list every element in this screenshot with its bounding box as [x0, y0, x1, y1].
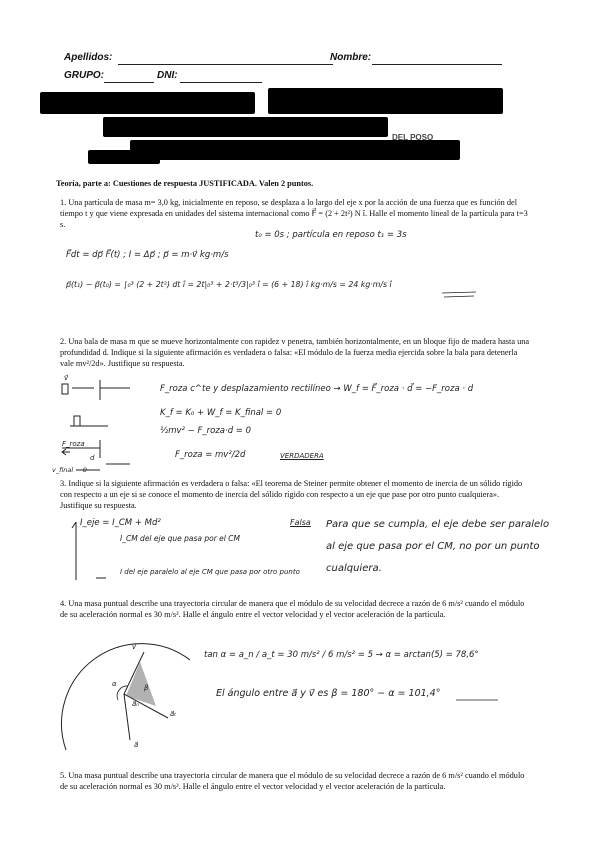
answer-verdict: Falsa: [290, 518, 311, 527]
question-body: Una masa puntual describe una trayectoria circular de manera que el módulo de su velocidad decrece a razón de 6 m/s² cuando el módulo de su aceleración normal es 30 m/s². Halle el ángulo entre el vector velocidad y el vector aceleración de la partícula.: [60, 599, 525, 619]
question-text: [60, 197, 530, 230]
redaction-bar: [88, 150, 160, 164]
question-number: 2.: [60, 337, 67, 346]
answer-verdict: VERDADERA: [280, 452, 324, 460]
answer-line: I_CM del eje que pasa por el CM: [120, 534, 240, 543]
nombre-label: Nombre:: [330, 52, 372, 63]
answer-line: F⃗dt = dp⃗ F⃗(t) ; I = Δp⃗ ; p⃗ = m·v⃗ kg·m/s: [66, 250, 229, 260]
nombre-field[interactable]: [372, 64, 502, 65]
diagram-label: v⃗: [132, 643, 137, 651]
question-number: 5.: [60, 771, 67, 780]
apellidos-field[interactable]: [118, 64, 333, 65]
diagram-label: F_roza: [62, 440, 85, 448]
question-text: [60, 336, 530, 369]
section-title: Teoría, parte a: Cuestiones de respuesta JUSTIFICADA. Valen 2 puntos.: [56, 179, 314, 188]
axis-sketch: [70, 520, 110, 590]
answer-line: ½mv² − F_roza·d = 0: [160, 426, 252, 436]
answer-line: t₀ = 0s ; partícula en reposo t₁ = 3s: [255, 230, 407, 240]
diagram-label: d: [90, 454, 95, 462]
redaction-bar: [40, 92, 255, 114]
question-body: Una bala de masa m que se mueve horizontalmente con rapidez v penetra, también horizontalmente, en un bloque fijo de madera hasta una profundidad d. Indique si la siguiente afirmación es verdadera o falsa: «El módulo de la fuerza media ejercida sobre la bala para detenerla vale mv²/2d». Justifique su respuesta.: [60, 337, 530, 368]
question-number: 1.: [60, 198, 67, 207]
grupo-field[interactable]: [104, 82, 154, 83]
diagram-label: a⃗ₙ: [132, 700, 140, 708]
dni-field[interactable]: [180, 82, 262, 83]
question-number: 3.: [60, 479, 67, 488]
redaction-bar: [130, 140, 460, 160]
answer-explanation: Para que se cumpla, el eje debe ser paralelo al eje que pasa por el CM, no por un punto cualquiera.: [326, 519, 550, 574]
answer-line: I del eje paralelo al eje CM que pasa por otro punto: [120, 568, 300, 576]
diagram-label: v_final = 0: [52, 466, 87, 474]
question-body: Una partícula de masa m= 3,0 kg, inicialmente en reposo, se desplaza a lo largo del eje x por la acción de una fuerza que es función del tiempo t y que viene expresada en unidades del sistema internacional como F⃗ = (2 + 2t²) N î. Halle el momento lineal de la partícula para t=3 s.: [60, 198, 528, 229]
circular-motion-diagram: [60, 640, 200, 760]
apellidos-label: Apellidos:: [64, 52, 113, 63]
answer-line: I_eje = I_CM + Md²: [80, 518, 161, 528]
bullet-block-diagram: [60, 378, 150, 478]
answer-line: p⃗(t₁) − p⃗(t₀) = ∫₀³ (2 + 2t²) dt î = 2t|₀³ + 2·t³/3|₀³ î = (6 + 18) î kg·m/s = 24 kg·m/s î: [66, 280, 392, 289]
question-text: [60, 478, 530, 511]
diagram-label: a⃗: [134, 741, 139, 749]
diagram-label: β: [144, 684, 149, 692]
answer-line: El ángulo entre a⃗ y v⃗ es β = 180° − α = 101,4°: [216, 688, 441, 699]
question-number: 4.: [60, 599, 67, 608]
grupo-label: GRUPO:: [64, 70, 104, 81]
diagram-label: a⃗ₜ: [170, 710, 177, 718]
title-fragment: DEL POSO: [392, 133, 434, 142]
question-body: Una masa puntual describe una trayectoria circular de manera que el módulo de su velocidad decrece a razón de 6 m/s² cuando el módulo de su aceleración normal es 30 m/s². Halle el ángulo entre el vector velocidad y el vector aceleración de la partícula.: [60, 771, 525, 791]
question-text: [60, 598, 530, 620]
redaction-bar: [103, 117, 388, 137]
answer-line: F_roza = mv²/2d: [175, 450, 246, 460]
diagram-label: v⃗: [64, 374, 69, 382]
answer-underline: [454, 696, 500, 704]
dni-label: DNI:: [157, 70, 178, 81]
answer-line: K_f = K₀ + W_f = K_final = 0: [160, 408, 282, 418]
question-body: Indique si la siguiente afirmación es verdadera o falsa: «El teorema de Steiner permite obtener el momento de inercia de un sólido rígido con respecto a un eje si se conoce el momento de inercia del sólido rígido con respecto a un eje que pase por otro punto cualquiera». Justifique su respuesta.: [60, 479, 523, 510]
redaction-bar: [268, 88, 503, 114]
answer-underline: [440, 285, 480, 299]
answer-line: F_roza c^te y desplazamiento rectilíneo → W_f = F⃗_roza · d⃗ = −F_roza · d: [160, 384, 474, 394]
question-text: [60, 770, 530, 792]
answer-line: tan α = a_n / a_t = 30 m/s² / 6 m/s² = 5 → α = arctan(5) = 78,6°: [204, 650, 479, 660]
diagram-label: α: [112, 680, 117, 688]
